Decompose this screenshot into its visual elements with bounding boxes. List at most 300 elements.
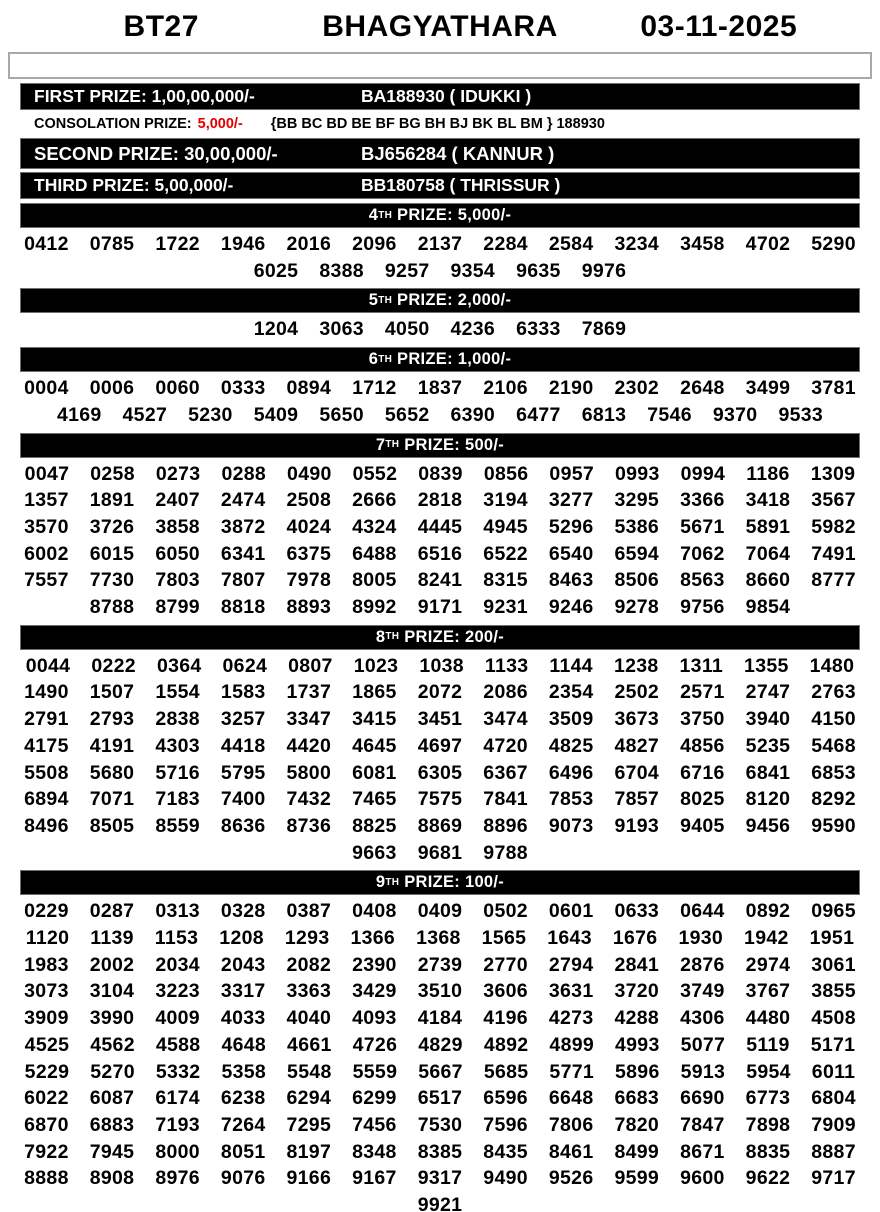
prize-number: 6496 <box>548 761 594 784</box>
prize-number: 4288 <box>614 1007 660 1030</box>
prize-number: 4945 <box>483 515 528 538</box>
prize-number: 2841 <box>614 953 660 976</box>
prize-number: 7456 <box>352 1113 397 1136</box>
prize-number: 3872 <box>220 515 266 538</box>
prize-number: 6294 <box>286 1087 332 1110</box>
prize-number: 9622 <box>745 1167 791 1190</box>
prize-number: 3234 <box>614 233 660 255</box>
prize-number: 7530 <box>417 1113 463 1136</box>
prize-number: 5954 <box>746 1060 791 1083</box>
prize-number: 3257 <box>220 708 266 731</box>
prize-number: 5270 <box>90 1060 135 1083</box>
prize-number: 0892 <box>745 900 791 923</box>
prize-number: 3509 <box>548 708 594 731</box>
prize-number: 1722 <box>155 233 200 255</box>
prize-number: 6011 <box>811 1060 856 1083</box>
prize-number: 5386 <box>614 515 660 538</box>
prize-number: 4697 <box>417 734 463 757</box>
prize-number: 8799 <box>155 596 200 619</box>
prize-number: 6333 <box>516 318 561 341</box>
prize-number: 3940 <box>745 708 791 731</box>
prize-number: 5229 <box>24 1060 70 1083</box>
prize-number: 2474 <box>220 489 266 512</box>
prize-number: 7909 <box>811 1113 856 1136</box>
prize-number: 3317 <box>220 980 266 1003</box>
prize-number: 0328 <box>220 900 266 923</box>
prize-number: 8896 <box>483 814 528 837</box>
prize-number: 0412 <box>24 233 69 255</box>
prize-number: 8388 <box>319 259 364 282</box>
prize-number: 6238 <box>220 1087 266 1110</box>
prize-number: 8505 <box>89 814 135 837</box>
section-header-9th-prize: 9 TH PRIZE: 100/- <box>20 870 860 895</box>
prize-number: 5913 <box>680 1060 726 1083</box>
prize-number: 7853 <box>548 788 594 811</box>
prize-number-row <box>0 258 880 285</box>
first-prize-ticket: BA188930 ( IDUKKI ) <box>361 86 532 106</box>
prize-number: 9854 <box>745 596 791 619</box>
prize-number: 4856 <box>680 734 725 757</box>
prize-number: 2302 <box>614 377 660 400</box>
prize-number-row <box>0 978 880 1005</box>
empty-input-box <box>8 52 872 79</box>
prize-number: 0004 <box>24 377 69 400</box>
prize-number: 1583 <box>220 681 266 704</box>
prize-number: 9717 <box>811 1167 856 1190</box>
prize-number: 5716 <box>155 761 200 784</box>
prize-number: 9533 <box>778 403 824 426</box>
prize-number: 2818 <box>417 489 463 512</box>
prize-number: 3510 <box>417 980 463 1003</box>
prize-number: 0060 <box>155 377 200 400</box>
prize-number: 7264 <box>220 1113 266 1136</box>
prize-number: 4191 <box>89 734 135 757</box>
prize-number: 7807 <box>220 569 266 592</box>
prize-number: 1204 <box>253 318 299 341</box>
prize-number: 0222 <box>91 654 136 677</box>
prize-number-row <box>0 840 880 867</box>
prize-number: 9590 <box>811 814 856 837</box>
prize-number: 1490 <box>24 681 69 704</box>
prize-number: 4169 <box>56 403 102 426</box>
prize-number: 9456 <box>745 814 791 837</box>
prize-number: 1676 <box>612 927 658 950</box>
prize-number: 8385 <box>417 1140 463 1163</box>
prize-number: 6488 <box>352 542 397 565</box>
prize-number: 5171 <box>810 1033 856 1056</box>
prize-number: 7193 <box>155 1113 200 1136</box>
second-prize-ticket: BJ656284 ( KANNUR ) <box>361 142 555 164</box>
prize-number: 0601 <box>548 900 594 923</box>
prize-number: 1208 <box>219 927 264 950</box>
section-header-4th-prize: 4 TH PRIZE: 5,000/- <box>20 203 860 228</box>
prize-number-row <box>0 925 880 952</box>
prize-number: 6716 <box>680 761 725 784</box>
prize-number: 0273 <box>155 462 201 485</box>
prize-number: 1366 <box>350 927 396 950</box>
prize-number: 3418 <box>745 489 791 512</box>
prize-number: 3104 <box>89 980 135 1003</box>
prize-number: 1139 <box>90 927 134 950</box>
prize-number: 1023 <box>353 654 399 677</box>
prize-number: 7064 <box>745 542 791 565</box>
second-prize-bar <box>20 138 860 169</box>
prize-number: 4303 <box>155 734 200 757</box>
prize-number: 4825 <box>548 734 594 757</box>
prize-number: 4236 <box>450 318 496 341</box>
prize-number: 1737 <box>286 681 332 704</box>
prize-number: 0785 <box>89 233 135 255</box>
prize-number: 4196 <box>483 1007 528 1030</box>
prize-number: 4527 <box>122 403 168 426</box>
prize-number: 5235 <box>745 734 791 757</box>
prize-number: 3194 <box>483 489 528 512</box>
draw-date: 03-11-2025 <box>640 10 798 43</box>
prize-number: 8908 <box>89 1167 135 1190</box>
prize-number: 6516 <box>417 542 463 565</box>
prize-number-row <box>0 594 880 621</box>
prize-number: 7841 <box>483 788 528 811</box>
prize-number: 3061 <box>811 953 856 976</box>
prize-number: 1311 <box>679 654 724 677</box>
prize-sections <box>0 203 880 1212</box>
prize-number: 3990 <box>89 1007 135 1030</box>
prize-number: 4648 <box>221 1033 267 1056</box>
prize-number: 3855 <box>811 980 856 1003</box>
prize-number: 9167 <box>352 1167 397 1190</box>
prize-number: 5296 <box>548 515 594 538</box>
prize-number: 8197 <box>286 1140 332 1163</box>
prize-number: 6540 <box>548 542 594 565</box>
section-header-7th-prize: 7 TH PRIZE: 500/- <box>20 433 860 458</box>
prize-number-row <box>0 813 880 840</box>
prize-number: 7820 <box>614 1113 660 1136</box>
section-header-5th-prize: 5 TH PRIZE: 2,000/- <box>20 288 860 313</box>
prize-number: 0994 <box>680 462 726 485</box>
prize-number: 5077 <box>680 1033 726 1056</box>
prize-number: 9370 <box>712 403 758 426</box>
prize-number: 2739 <box>417 953 463 976</box>
prize-number: 4150 <box>811 708 856 731</box>
prize-number: 0287 <box>89 900 135 923</box>
prize-number: 1120 <box>25 927 70 950</box>
prize-number: 7978 <box>286 569 332 592</box>
prize-number: 2190 <box>548 377 594 400</box>
prize-number: 8315 <box>483 569 528 592</box>
prize-number: 8777 <box>811 569 856 592</box>
prize-number: 7857 <box>614 788 660 811</box>
prize-number: 1368 <box>416 927 461 950</box>
prize-number: 8120 <box>745 788 791 811</box>
prize-number: 2082 <box>286 953 332 976</box>
prize-number: 3458 <box>680 233 725 255</box>
prize-number-row <box>0 653 880 680</box>
prize-number: 7183 <box>155 788 200 811</box>
prize-number: 3750 <box>680 708 725 731</box>
prize-number: 2666 <box>352 489 397 512</box>
prize-number: 6704 <box>614 761 660 784</box>
prize-number: 0006 <box>89 377 135 400</box>
prize-number: 6015 <box>89 542 135 565</box>
third-prize-label: THIRD PRIZE: 5,00,000/- <box>34 175 234 195</box>
first-prize-bar <box>20 83 860 110</box>
prize-number: 3858 <box>155 515 200 538</box>
prize-number-row <box>0 1112 880 1139</box>
prize-number: 5332 <box>155 1060 201 1083</box>
prize-number: 5652 <box>384 403 430 426</box>
prize-number-row <box>0 402 880 429</box>
prize-number: 9354 <box>450 259 496 282</box>
prize-number: 9756 <box>680 596 725 619</box>
prize-number: 2002 <box>89 953 135 976</box>
prize-number: 7432 <box>286 788 332 811</box>
lottery-code: BT27 <box>123 10 199 43</box>
prize-number: 0364 <box>156 654 202 677</box>
prize-number: 4033 <box>220 1007 266 1030</box>
prize-number: 9317 <box>417 1167 463 1190</box>
prize-number: 0409 <box>417 900 463 923</box>
prize-number: 3570 <box>24 515 69 538</box>
prize-number: 6813 <box>581 403 627 426</box>
prize-number: 4702 <box>745 233 791 255</box>
prize-number-row <box>0 1085 880 1112</box>
prize-number: 6022 <box>24 1087 69 1110</box>
prize-number: 3366 <box>680 489 725 512</box>
prize-number: 8435 <box>483 1140 528 1163</box>
prize-number-row <box>0 952 880 979</box>
prize-number: 6841 <box>745 761 791 784</box>
prize-number: 4009 <box>155 1007 200 1030</box>
prize-number: 1565 <box>481 927 527 950</box>
prize-number: 5409 <box>253 403 299 426</box>
prize-number: 9257 <box>384 259 430 282</box>
prize-number: 4306 <box>680 1007 725 1030</box>
prize-number: 4993 <box>615 1033 660 1056</box>
prize-number: 6050 <box>155 542 200 565</box>
prize-number: 0044 <box>25 654 71 677</box>
prize-number: 1293 <box>284 927 330 950</box>
prize-number: 2648 <box>680 377 725 400</box>
prize-number: 5795 <box>220 761 266 784</box>
prize-number: 4720 <box>483 734 528 757</box>
prize-number: 2770 <box>483 953 528 976</box>
prize-number-row <box>0 706 880 733</box>
prize-number: 4562 <box>90 1033 135 1056</box>
prize-number: 2508 <box>286 489 332 512</box>
prize-number: 1480 <box>809 654 855 677</box>
prize-number: 6174 <box>155 1087 200 1110</box>
prize-number-row <box>0 760 880 787</box>
prize-number: 3474 <box>483 708 528 731</box>
prize-number: 3726 <box>89 515 135 538</box>
prize-number: 3767 <box>745 980 791 1003</box>
prize-number: 1983 <box>24 953 69 976</box>
prize-number-row <box>0 231 880 258</box>
prize-number: 9193 <box>614 814 660 837</box>
prize-number: 2086 <box>483 681 528 704</box>
prize-number: 5982 <box>811 515 856 538</box>
prize-number-row <box>0 1059 880 1086</box>
prize-number: 3073 <box>24 980 69 1003</box>
prize-number: 6299 <box>352 1087 397 1110</box>
prize-number: 1946 <box>220 233 266 255</box>
prize-number: 9278 <box>614 596 660 619</box>
prize-number: 6870 <box>24 1113 69 1136</box>
prize-number: 5230 <box>188 403 233 426</box>
prize-number: 0644 <box>680 900 725 923</box>
prize-number: 9231 <box>483 596 528 619</box>
prize-number-row <box>0 733 880 760</box>
third-prize-bar <box>20 172 860 199</box>
prize-number: 4645 <box>352 734 397 757</box>
prize-number: 2793 <box>89 708 135 731</box>
prize-number: 1309 <box>810 462 856 485</box>
prize-number: 0839 <box>418 462 463 485</box>
prize-number: 6683 <box>614 1087 660 1110</box>
prize-number: 7546 <box>647 403 692 426</box>
prize-number: 3277 <box>548 489 594 512</box>
prize-number: 0993 <box>615 462 660 485</box>
prize-number: 8976 <box>155 1167 200 1190</box>
prize-number: 6367 <box>483 761 528 784</box>
prize-number: 2096 <box>352 233 397 255</box>
lottery-title: BHAGYATHARA <box>322 10 558 43</box>
prize-number: 3631 <box>548 980 594 1003</box>
prize-number: 6002 <box>24 542 69 565</box>
prize-number: 8051 <box>220 1140 266 1163</box>
prize-number-row <box>0 786 880 813</box>
prize-number: 0957 <box>549 462 595 485</box>
prize-number: 6081 <box>352 761 397 784</box>
prize-number: 4050 <box>384 318 430 341</box>
prize-number: 8835 <box>745 1140 791 1163</box>
prize-number: 6375 <box>286 542 332 565</box>
prize-number: 0387 <box>286 900 332 923</box>
prize-number: 8869 <box>417 814 463 837</box>
prize-number: 9635 <box>516 259 561 282</box>
consolation-label: CONSOLATION PRIZE: <box>34 116 192 132</box>
prize-number-row <box>0 375 880 402</box>
prize-number: 9599 <box>614 1167 660 1190</box>
prize-number: 6025 <box>253 259 299 282</box>
prize-number: 5119 <box>746 1033 790 1056</box>
prize-number: 8025 <box>680 788 725 811</box>
prize-number: 1357 <box>24 489 69 512</box>
prize-number: 6690 <box>680 1087 725 1110</box>
prize-number: 8241 <box>417 569 463 592</box>
prize-number: 7945 <box>89 1140 135 1163</box>
prize-number: 4661 <box>287 1033 332 1056</box>
prize-number: 5685 <box>483 1060 529 1083</box>
prize-number: 5468 <box>811 734 856 757</box>
prize-number: 9526 <box>548 1167 594 1190</box>
prize-number: 9663 <box>352 841 397 864</box>
second-prize-label: SECOND PRIZE: 30,00,000/- <box>34 142 278 164</box>
prize-number: 4184 <box>417 1007 463 1030</box>
prize-number: 3415 <box>352 708 397 731</box>
prize-number: 6594 <box>614 542 660 565</box>
prize-number: 2034 <box>155 953 200 976</box>
prize-number-row <box>0 487 880 514</box>
prize-number: 8736 <box>286 814 332 837</box>
third-prize-ticket: BB180758 ( THRISSUR ) <box>361 175 561 195</box>
prize-number: 1942 <box>744 927 789 950</box>
prize-number: 6596 <box>483 1087 528 1110</box>
prize-number: 2974 <box>745 953 791 976</box>
prize-number: 6804 <box>811 1087 856 1110</box>
prize-number: 3347 <box>286 708 332 731</box>
prize-number: 3673 <box>614 708 660 731</box>
prize-number: 6477 <box>516 403 561 426</box>
prize-number: 1355 <box>744 654 789 677</box>
prize-number: 4588 <box>155 1033 201 1056</box>
prize-number: 0807 <box>288 654 333 677</box>
prize-number: 0313 <box>155 900 200 923</box>
prize-number: 9166 <box>286 1167 332 1190</box>
prize-number: 9976 <box>581 259 627 282</box>
prize-number: 1837 <box>417 377 463 400</box>
section-header-6th-prize: 6 TH PRIZE: 1,000/- <box>20 347 860 372</box>
prize-number: 2016 <box>286 233 332 255</box>
prize-number: 2747 <box>745 681 791 704</box>
prize-number: 5680 <box>89 761 135 784</box>
prize-number: 2106 <box>483 377 528 400</box>
prize-number: 9600 <box>680 1167 725 1190</box>
masthead <box>0 6 880 50</box>
prize-number: 4420 <box>286 734 332 757</box>
prize-number: 1865 <box>352 681 397 704</box>
prize-number: 4726 <box>352 1033 398 1056</box>
prize-number: 3781 <box>811 377 856 400</box>
prize-number: 8499 <box>614 1140 660 1163</box>
prize-number: 4175 <box>24 734 69 757</box>
prize-number: 2876 <box>680 953 725 976</box>
first-prize-label: FIRST PRIZE: 1,00,00,000/- <box>34 86 255 106</box>
prize-number: 8461 <box>548 1140 594 1163</box>
prize-number: 8496 <box>24 814 69 837</box>
prize-number: 6883 <box>89 1113 135 1136</box>
prize-number: 2390 <box>352 953 397 976</box>
prize-number: 2794 <box>548 953 594 976</box>
prize-number: 7803 <box>155 569 200 592</box>
prize-number: 7295 <box>286 1113 332 1136</box>
prize-number-row <box>0 316 880 343</box>
prize-number: 9490 <box>483 1167 528 1190</box>
prize-number: 8005 <box>352 569 397 592</box>
prize-number: 8559 <box>155 814 200 837</box>
prize-number: 5896 <box>615 1060 660 1083</box>
prize-number: 8992 <box>352 596 397 619</box>
prize-number: 7465 <box>352 788 397 811</box>
prize-number-row <box>0 898 880 925</box>
prize-number: 5559 <box>352 1060 398 1083</box>
prize-number: 8660 <box>745 569 791 592</box>
prize-number: 1238 <box>613 654 659 677</box>
consolation-series: {BB BC BD BE BF BG BH BJ BK BL BM } 188930 <box>270 116 605 132</box>
prize-number: 6853 <box>811 761 856 784</box>
prize-number: 0333 <box>220 377 266 400</box>
prize-number-row <box>0 1032 880 1059</box>
prize-number: 3720 <box>614 980 660 1003</box>
prize-number: 4445 <box>417 515 463 538</box>
prize-number: 4829 <box>418 1033 463 1056</box>
prize-number-row <box>0 1192 880 1212</box>
prize-number-row <box>0 1005 880 1032</box>
prize-number: 2137 <box>417 233 463 255</box>
prize-number: 0856 <box>483 462 529 485</box>
prize-number: 3063 <box>319 318 364 341</box>
prize-number: 7806 <box>548 1113 594 1136</box>
